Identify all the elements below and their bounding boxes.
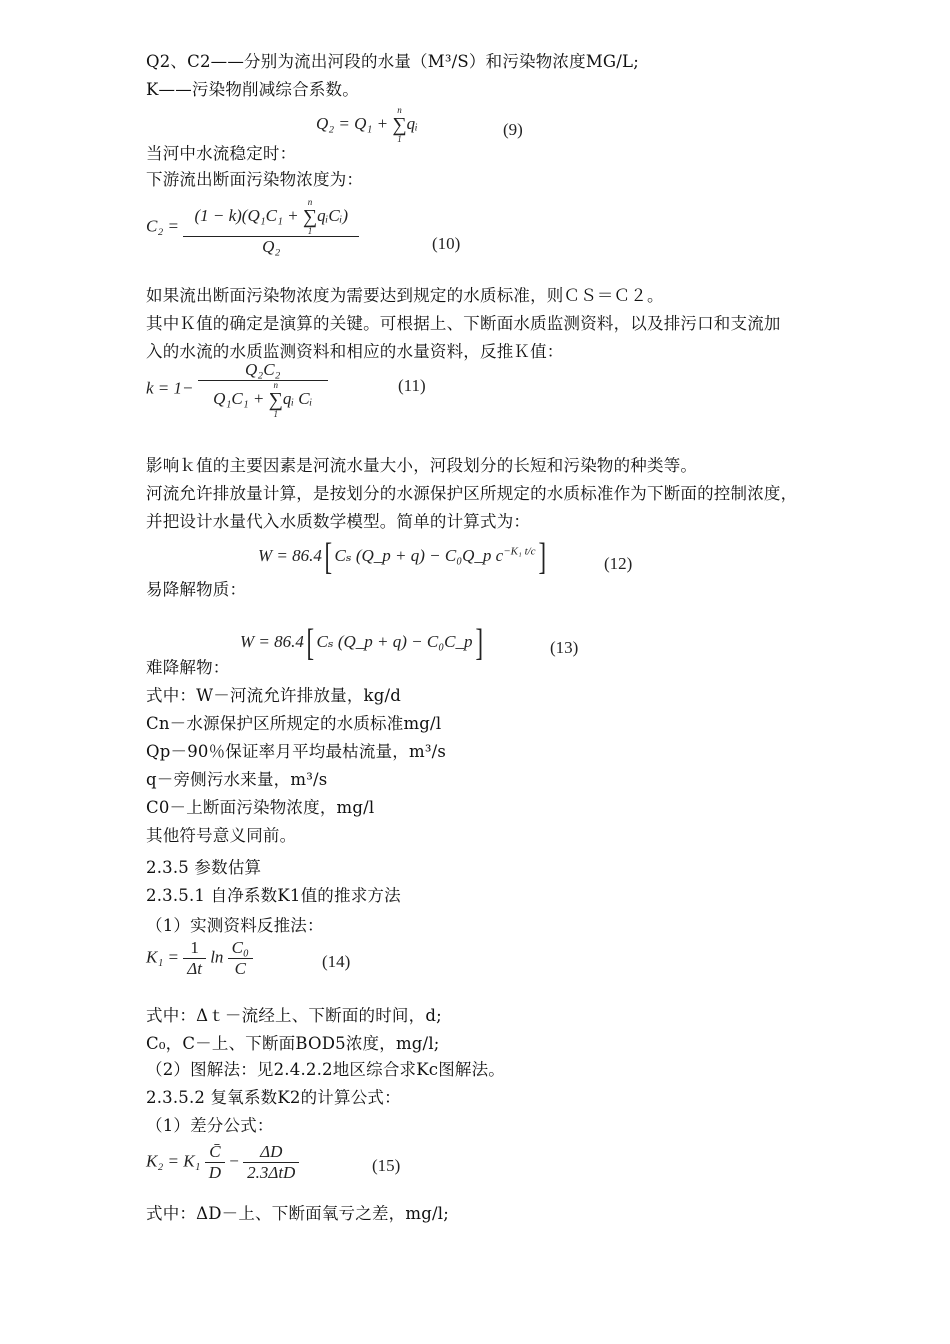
text-line: 其他符号意义同前。 — [146, 826, 297, 845]
text-line: 式中：W－河流允许排放量，kg/d — [146, 686, 402, 705]
equation-number: (13) — [550, 638, 579, 657]
subsection-heading: 2.3.5.2 复氧系数K2的计算公式： — [146, 1088, 401, 1107]
text-line: 河流允许排放量计算，是按划分的水源保护区所规定的水质标准作为下断面的控制浓度， — [146, 484, 798, 503]
equation-12: W = 86.4[ Cₛ (Q_p + q) − C₀Q_p $c^{-K_1 t/c}$] — [258, 536, 546, 578]
text-line: C0－上断面污染物浓度，mg/l — [146, 798, 375, 817]
section-heading: 2.3.5 参数估算 — [146, 858, 262, 877]
text-line: Q2、C2——分别为流出河段的水量（M³/S）和污染物浓度MG/L; — [146, 52, 639, 71]
text-line: 式中：ΔD－上、下断面氧亏之差，mg/l; — [146, 1204, 449, 1223]
equation-number: (11) — [398, 376, 426, 395]
equation-number: (12) — [604, 554, 633, 573]
text-line: C₀，C－上、下断面BOD5浓度，mg/l; — [146, 1034, 440, 1053]
equation-10: C₂ = (1 − k)(Q₁C₁ + n ∑ 1 qᵢCᵢ) Q₂ — [146, 198, 359, 257]
equation-number: (10) — [432, 234, 461, 253]
text-line: q－旁侧污水来量，m³/s — [146, 770, 328, 789]
text-line: 难降解物： — [146, 658, 230, 677]
text-line: 入的水流的水质监测资料和相应的水量资料，反推Ｋ值： — [146, 342, 564, 361]
text-line: Qp－90％保证率月平均最枯流量，m³/s — [146, 742, 447, 761]
text-line: 易降解物质： — [146, 580, 247, 599]
text-line: K——污染物削减综合系数。 — [146, 80, 359, 99]
text-line: （1）差分公式： — [146, 1116, 274, 1135]
subsection-heading: 2.3.5.1 自净系数K1值的推求方法 — [146, 886, 401, 905]
text-line: 如果流出断面污染物浓度为需要达到规定的水质标准，则ＣＳ＝Ｃ２。 — [146, 286, 664, 305]
equation-14: K₁ = $\frac{1}{\Delta t}$ ln $\frac{\text{C₀}}{C}$ — [146, 938, 253, 979]
equation-number: (14) — [322, 952, 351, 971]
equation-13: W = 86.4[ Cₛ (Q_p + q) − C₀C_p] — [240, 622, 483, 664]
equation-9: Q₂ = Q₁ + n ∑ 1 qᵢ — [316, 105, 418, 144]
text-line: Cn－水源保护区所规定的水质标准mg/l — [146, 714, 442, 733]
text-line: 式中：Δｔ－流经上、下断面的时间，d; — [146, 1006, 442, 1025]
text-line: 其中Ｋ值的确定是演算的关键。可根据上、下断面水质监测资料，以及排污口和支流加 — [146, 314, 781, 333]
equation-11: k = 1− Q₂C₂ Q₁C₁ + n ∑ 1 qᵢ Cᵢ — [146, 360, 328, 419]
equation-number: (9) — [503, 120, 523, 139]
text-line: （2）图解法：见2.4.2.2地区综合求Kc图解法。 — [146, 1060, 505, 1079]
text-line: （1）实测资料反推法： — [146, 916, 324, 935]
text-line: 下游流出断面污染物浓度为： — [146, 170, 364, 189]
equation-number: (15) — [372, 1156, 401, 1175]
text-line: 影响ｋ值的主要因素是河流水量大小，河段划分的长短和污染物的种类等。 — [146, 456, 698, 475]
equation-15: K₂ = K₁ $\frac{C̄}{D}$ − $\frac{\Delta D}{\text{2.3ΔtD}}$ — [146, 1142, 299, 1183]
text-line: 当河中水流稳定时： — [146, 144, 297, 163]
text-line: 并把设计水量代入水质数学模型。简单的计算式为： — [146, 512, 531, 531]
